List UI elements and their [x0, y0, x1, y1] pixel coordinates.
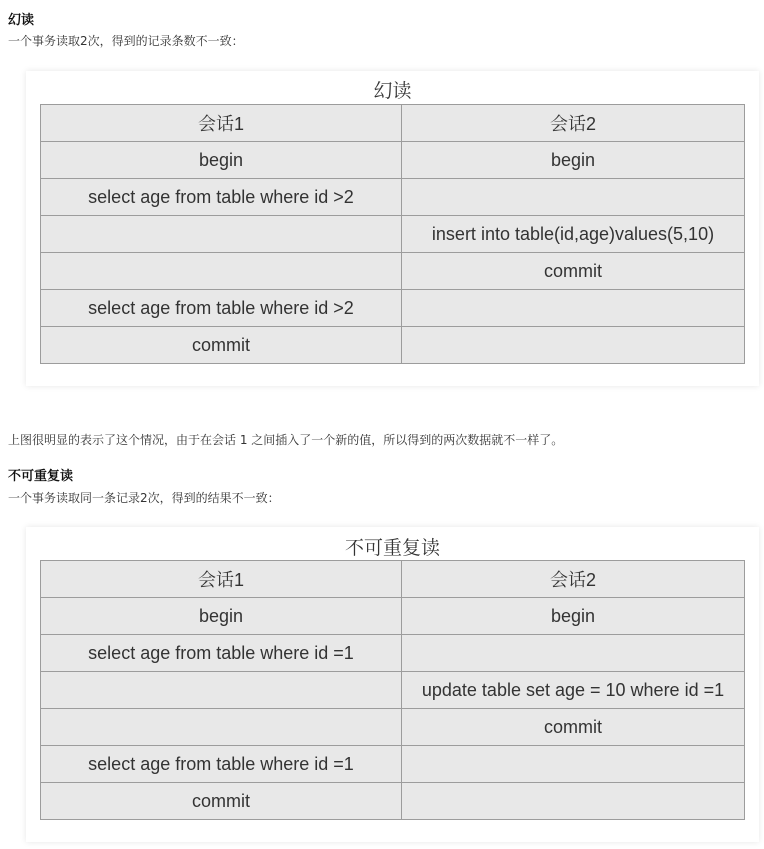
- table-cell: [41, 672, 402, 709]
- section-heading-non-repeatable-read: 不可重复读: [8, 469, 74, 484]
- table-cell: select age from table where id >2: [41, 290, 402, 327]
- table-cell: begin: [41, 142, 402, 179]
- table-cell: begin: [41, 598, 402, 635]
- section-heading-phantom-read: 幻读: [8, 13, 35, 28]
- section-intro-non-repeatable-read: 一个事务读取同一条记录2次，得到的结果不一致：: [8, 491, 280, 505]
- table-row: [41, 598, 745, 635]
- table-cell: commit: [41, 327, 402, 364]
- section-intro-phantom-read: 一个事务读取2次，得到的记录条数不一致：: [8, 34, 244, 48]
- table-cell: [402, 783, 745, 820]
- table-cell: update table set age = 10 where id =1: [402, 672, 745, 709]
- table-cell: select age from table where id =1: [41, 746, 402, 783]
- table-cell: [41, 253, 402, 290]
- table-row: [41, 746, 745, 783]
- table-card-non-repeatable-read: [26, 527, 759, 842]
- table-title: 不可重复读: [344, 537, 440, 559]
- session-header-cell: 会话2: [402, 561, 745, 598]
- table-row: [41, 672, 745, 709]
- table-cell: commit: [402, 253, 745, 290]
- table-header-row: [41, 561, 745, 598]
- table-row: [41, 709, 745, 746]
- table-cell: [41, 216, 402, 253]
- table-cell: select age from table where id =1: [41, 635, 402, 672]
- table-cell: [402, 746, 745, 783]
- table-row: [41, 142, 745, 179]
- table-cell: commit: [41, 783, 402, 820]
- table-cell: insert into table(id,age)values(5,10): [402, 216, 745, 253]
- session-header-cell: 会话1: [41, 561, 402, 598]
- table-cell: [402, 327, 745, 364]
- table-cell: begin: [402, 598, 745, 635]
- explanation-text: 上图很明显的表示了这个情况，由于在会话 1 之间插入了一个新的值，所以得到的两次数据就不一样了。: [8, 433, 564, 447]
- table-row: [41, 327, 745, 364]
- transaction-table: [40, 104, 745, 364]
- table-cell: [402, 290, 745, 327]
- table-row: [41, 783, 745, 820]
- session-header-cell: 会话2: [402, 105, 745, 142]
- table-cell: [402, 179, 745, 216]
- table-cell: begin: [402, 142, 745, 179]
- table-row: [41, 179, 745, 216]
- table-row: [41, 290, 745, 327]
- table-title: 幻读: [373, 80, 412, 102]
- table-cell: commit: [402, 709, 745, 746]
- transaction-table: [40, 560, 745, 820]
- table-cell: [402, 635, 745, 672]
- table-header-row: [41, 105, 745, 142]
- table-row: [41, 253, 745, 290]
- table-row: [41, 216, 745, 253]
- table-card-phantom-read: [26, 71, 759, 386]
- session-header-cell: 会话1: [41, 105, 402, 142]
- table-row: [41, 635, 745, 672]
- table-cell: [41, 709, 402, 746]
- table-cell: select age from table where id >2: [41, 179, 402, 216]
